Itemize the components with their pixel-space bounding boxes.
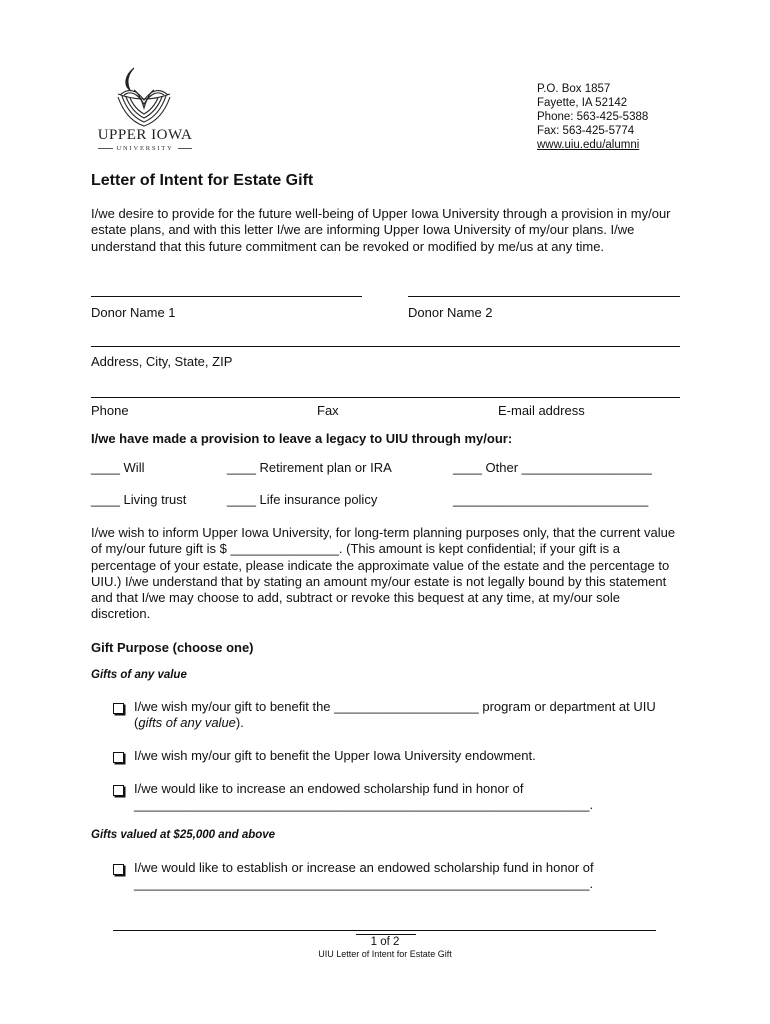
website-link[interactable]: www.uiu.edu/alumni [537,139,640,151]
option-life-insurance[interactable]: ____ Life insurance policy [227,492,378,507]
provision-heading: I/we have made a provision to leave a legacy to UIU through my/our: [91,431,513,446]
option-other[interactable]: ____ Other __________________ [453,460,652,475]
footer-divider [113,930,656,931]
purpose-option-program[interactable]: I/we wish my/our gift to benefit the ____________________ program or department at UIU (gifts of any value). [113,699,683,732]
contact-fax: Fax: 563-425-5774 [537,125,635,137]
phone-label: Phone [91,403,129,418]
donor2-label: Donor Name 2 [408,305,493,320]
contact-city: Fayette, IA 52142 [537,97,628,109]
checkbox-icon[interactable] [113,752,124,763]
page-number: 1 of 2 [370,936,400,948]
checkbox-icon[interactable] [113,703,124,714]
university-logo-icon [112,64,176,130]
donor2-line[interactable] [408,296,680,297]
option-will[interactable]: ____ Will [91,460,145,475]
fax-label: Fax [317,403,339,418]
email-label: E-mail address [498,403,585,418]
gift-purpose-heading: Gift Purpose (choose one) [91,640,254,655]
purpose-option-establish-scholarship[interactable]: I/we would like to establish or increase an endowed scholarship fund in honor of _______________________________________________________________. [113,860,683,893]
address-label: Address, City, State, ZIP [91,354,233,369]
value-paragraph: I/we wish to inform Upper Iowa University, for long-term planning purposes only, that the current value of my/our future gift is $ _______________. (This amount is kept confidential; if your gift is a percentage of your estate, please indicate the approximate value of the estate and the percentage to UIU.) I/we understand that by stating an amount my/our estate is not legally bound by this statement and that I/we may choose to add, subtract or revoke this bequest at any time, at my/our sole discretion. [91,525,676,622]
option-retirement[interactable]: ____ Retirement plan or IRA [227,460,392,475]
footer-doc-title: UIU Letter of Intent for Estate Gift [318,949,452,959]
intro-paragraph: I/we desire to provide for the future well-being of Upper Iowa University through a provision in my/our estate plans, and with this letter I/we are informing Upper Iowa University of my/our plans. I/we understand that this future commitment can be revoked or modified by me/us at any time. [91,206,671,254]
page-number-rule [356,934,416,935]
donor1-line[interactable] [91,296,362,297]
checkbox-icon[interactable] [113,785,124,796]
address-line[interactable] [91,346,680,347]
page-title: Letter of Intent for Estate Gift [91,172,314,189]
above-25000-heading: Gifts valued at $25,000 and above [91,829,276,841]
any-value-heading: Gifts of any value [91,669,187,681]
purpose-option-scholarship[interactable]: I/we would like to increase an endowed scholarship fund in honor of _______________________________________________________________. [113,781,683,814]
option-living-trust[interactable]: ____ Living trust [91,492,187,507]
other-blank[interactable]: ___________________________ [453,492,649,507]
contact-phone: Phone: 563-425-5388 [537,111,649,123]
logo-subtitle: UNIVERSITY [98,145,192,152]
contact-address: P.O. Box 1857 [537,83,611,95]
checkbox-icon[interactable] [113,864,124,875]
logo-wordmark: UPPER IOWA [97,127,193,143]
purpose-option-endowment[interactable]: I/we wish my/our gift to benefit the Upper Iowa University endowment. [113,748,683,767]
donor1-label: Donor Name 1 [91,305,176,320]
contact-block [537,82,648,152]
contact-info-line[interactable] [91,397,680,398]
